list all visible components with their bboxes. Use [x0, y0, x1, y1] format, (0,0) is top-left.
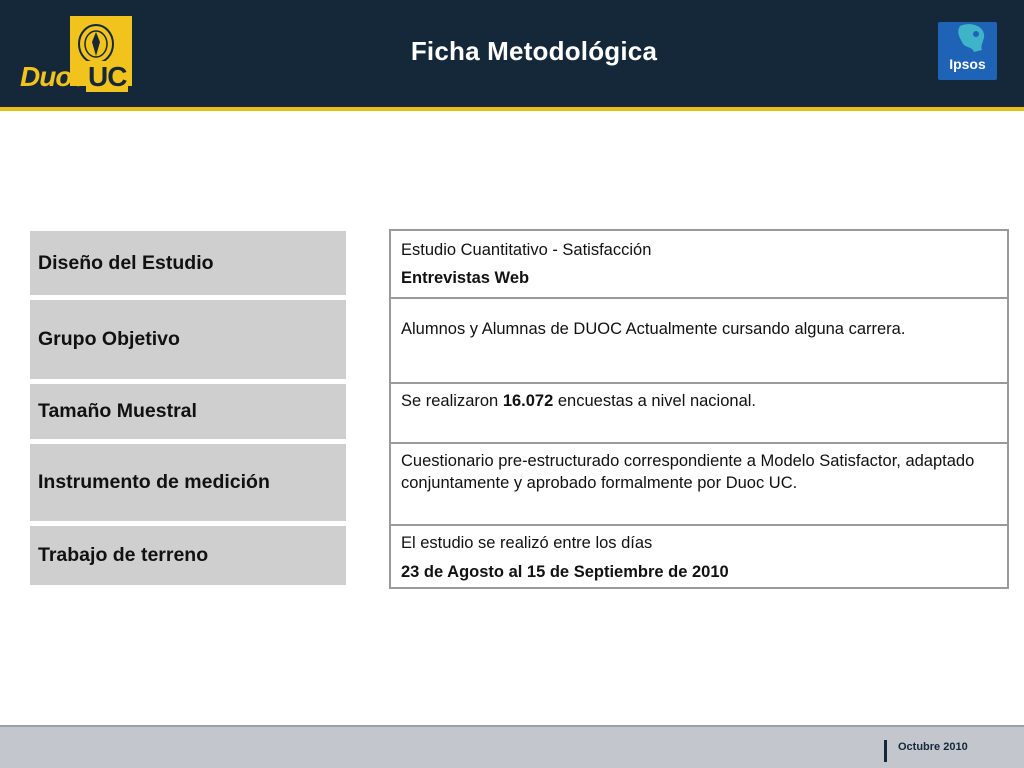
header-stripe [0, 107, 1024, 111]
label-grupo: Grupo Objetivo [30, 300, 346, 379]
label-tamano: Tamaño Muestral [30, 384, 346, 439]
footer-bar [0, 727, 1024, 768]
value-diseno-line2: Entrevistas Web [401, 269, 530, 287]
row-divider [391, 382, 1007, 384]
label-diseno: Diseño del Estudio [30, 231, 346, 295]
value-terreno-line2: 23 de Agosto al 15 de Septiembre de 2010 [401, 563, 729, 581]
values-table [389, 229, 1009, 589]
value-tamano-pre: Se realizaron [401, 392, 503, 410]
footer-date: Octubre 2010 [898, 741, 968, 753]
value-tamano [391, 390, 1007, 412]
label-terreno: Trabajo de terreno [30, 526, 346, 585]
value-instrumento: Cuestionario pre-estructurado correspondiente a Modelo Satisfactor, adaptado conjuntamente y aprobado formalmente por Duoc UC. [401, 452, 975, 492]
value-tamano-post: encuestas a nivel nacional. [553, 392, 756, 410]
sample-size-number: 16.072 [502, 392, 554, 410]
value-terreno [391, 532, 1007, 583]
value-grupo: Alumnos y Alumnas de DUOC Actualmente cursando alguna carrera. [401, 320, 906, 338]
ipsos-logo [938, 22, 997, 80]
value-diseno-line1: Estudio Cuantitativo - Satisfacción [401, 241, 652, 259]
page-title: Ficha Metodológica [410, 36, 658, 66]
footer-marker [884, 740, 887, 762]
value-terreno-line1: El estudio se realizó entre los días [401, 534, 653, 552]
row-divider [391, 442, 1007, 444]
row-divider [391, 297, 1007, 299]
row-divider [391, 524, 1007, 526]
duoc-wordmark: DuocUC [20, 61, 127, 92]
ipsos-wordmark: Ipsos [949, 56, 986, 72]
value-diseno [391, 239, 1007, 289]
label-instrumento: Instrumento de medición [30, 444, 346, 521]
